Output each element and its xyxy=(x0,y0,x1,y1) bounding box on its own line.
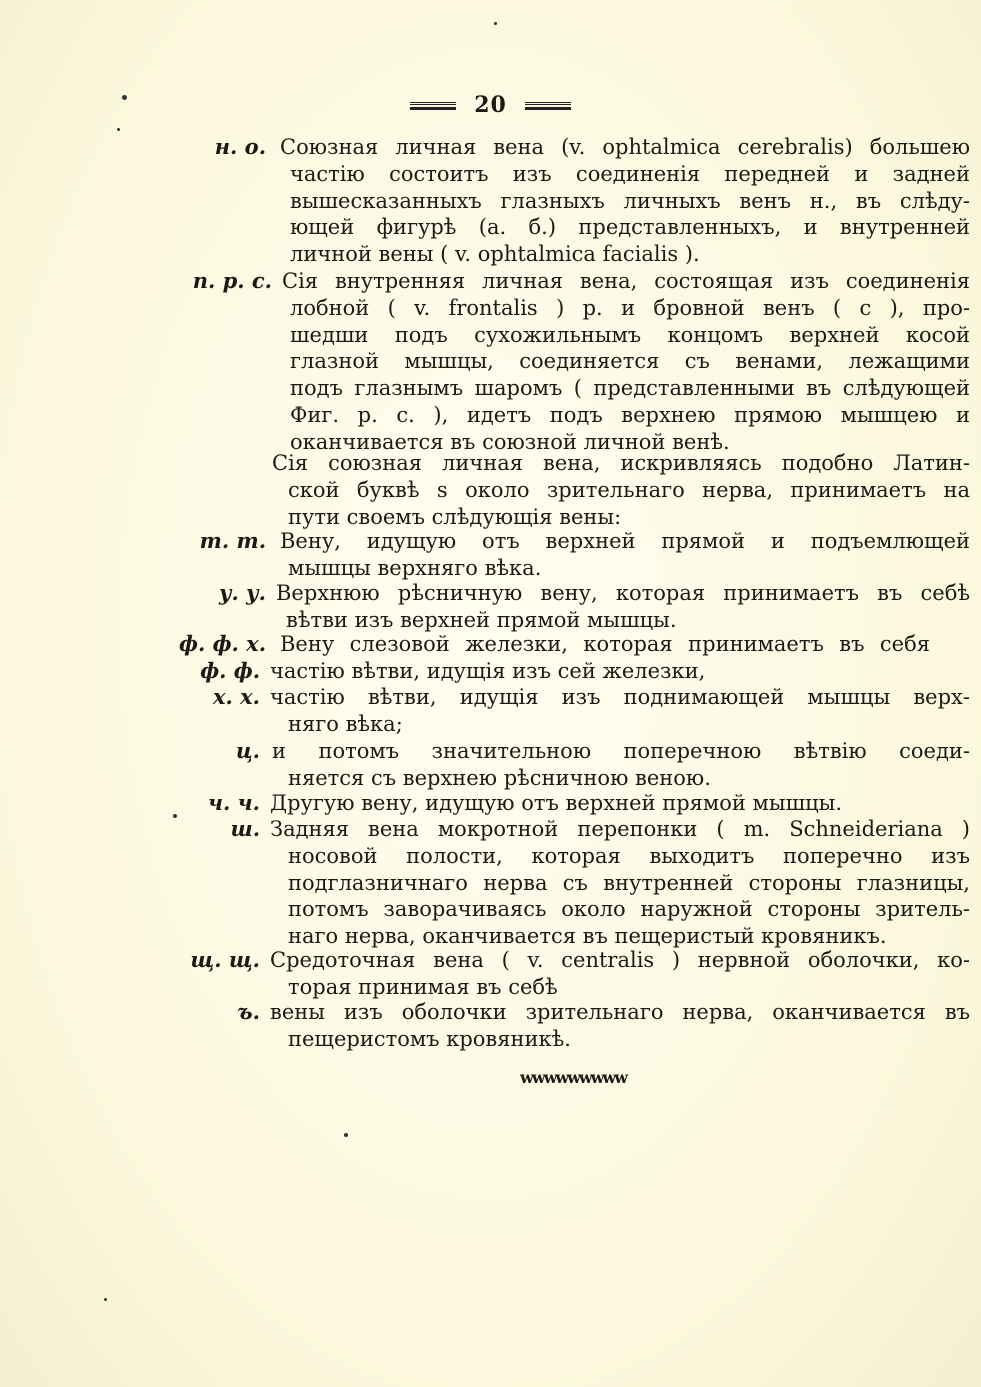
entry-text xyxy=(282,268,970,456)
entry-text xyxy=(270,947,970,1001)
entry-text xyxy=(270,658,870,685)
entry-text xyxy=(280,528,970,582)
entry-text xyxy=(270,816,970,950)
text-line: Сія внутренняя личная вена, состоящая изъ соединенія xyxy=(282,269,970,293)
entry-label: ц. xyxy=(235,738,260,763)
text-line: Средоточная вена ( v. centralis ) нервной оболочки, ко- xyxy=(270,948,970,972)
text-line: няется съ верхнею рѣсничною веною. xyxy=(288,765,711,790)
entry-label: ф. ф. х. xyxy=(179,631,266,656)
entry-text xyxy=(280,134,970,268)
text-line: торая принимая въ себѣ xyxy=(288,974,558,999)
entry-label: ф. ф. xyxy=(200,658,260,683)
scan-speck xyxy=(344,1133,348,1137)
page-number: 20 xyxy=(474,92,507,118)
text-line: подъ глазнымъ шаромъ ( представленными въ слѣдующей xyxy=(290,376,970,401)
closing-ornament: wwwwwwwww xyxy=(520,1068,626,1087)
text-line: пути своемъ слѣдующія вены: xyxy=(288,504,622,529)
scan-speck xyxy=(122,95,127,100)
text-line: вены изъ оболочки зрительнаго нерва, оканчивается въ xyxy=(270,1000,970,1024)
text-line: личной вены ( v. ophtalmica facialis ). xyxy=(290,242,700,267)
scan-speck xyxy=(104,1298,107,1301)
text-line: носовой полости, которая выходитъ поперечно изъ xyxy=(288,843,970,868)
text-line: частію состоитъ изъ соединенія передней и задней xyxy=(290,161,970,186)
entry-text xyxy=(272,738,970,792)
entry-label: х. х. xyxy=(213,684,260,709)
text-line: мышцы верхняго вѣка. xyxy=(288,555,542,580)
text-line: вышесказанныхъ глазныхъ личныхъ венъ н., въ слѣду- xyxy=(290,188,970,213)
entry-text xyxy=(276,580,970,634)
text-line: Фиг. р. с. ), идетъ подъ верхнею прямою мышцею и xyxy=(290,402,970,427)
text-line: Союзная личная вена (v. ophtalmica cerebralis) большею xyxy=(280,135,970,159)
entry-label: ч. ч. xyxy=(208,790,260,815)
right-ornament-bar xyxy=(525,102,571,110)
text-line: Другую вену, идущую отъ верхней прямой мышцы. xyxy=(270,791,842,815)
entry-label: п. р. с. xyxy=(192,268,272,293)
text-line: шедши подъ сухожильнымъ концомъ верхней косой xyxy=(290,322,970,347)
entry-text xyxy=(280,631,930,658)
scan-speck xyxy=(117,128,120,131)
entry-label: ъ. xyxy=(237,999,260,1024)
text-line: частію вѣтви, идущія изъ поднимающей мышцы верх- xyxy=(270,685,970,709)
text-line: лобной ( v. frontalis ) р. и бровной венъ ( с ), про- xyxy=(290,295,970,320)
text-line: ской буквѣ s около зрительнаго нерва, принимаетъ на xyxy=(288,477,970,502)
text-line: и потомъ значительною поперечною вѣтвію соеди- xyxy=(272,739,970,763)
text-line: частію вѣтви, идущія изъ сей железки, xyxy=(270,659,706,683)
text-line: Вену, идущую отъ верхней прямой и подъемлющей xyxy=(280,529,970,553)
entry-text xyxy=(270,999,970,1053)
entry-text xyxy=(270,684,970,738)
text-line: глазной мышцы, соединяется съ венами, лежащими xyxy=(290,349,970,374)
entry-text xyxy=(272,450,970,530)
text-line: оканчивается въ союзной личной венѣ. xyxy=(290,429,730,454)
entry-label: щ. щ. xyxy=(190,947,260,972)
text-line: потомъ заворачиваясь около наружной стороны зритель- xyxy=(288,897,970,922)
page-header xyxy=(0,92,981,118)
text-line: пещеристомъ кровяникѣ. xyxy=(288,1026,571,1051)
scan-speck xyxy=(494,22,497,25)
text-line: Вену слезовой железки, которая принимаетъ въ себя xyxy=(280,632,930,656)
entry-label: т. т. xyxy=(199,528,266,553)
text-line: Верхнюю рѣсничную вену, которая принимаетъ въ себѣ xyxy=(276,581,970,605)
text-line: вѣтви изъ верхней прямой мышцы. xyxy=(286,607,677,632)
entry-label: н. о. xyxy=(214,134,266,159)
entry-label: у. у. xyxy=(218,580,266,605)
scan-speck xyxy=(173,814,177,818)
text-line: наго нерва, оканчивается въ пещеристый кровяникъ. xyxy=(288,924,887,949)
text-line: Сія союзная личная вена, искривляясь подобно Латин- xyxy=(272,451,970,475)
text-line: няго вѣка; xyxy=(288,711,403,736)
text-line: Задняя вена мокротной перепонки ( m. Schneideriana ) xyxy=(270,817,970,841)
left-ornament-bar xyxy=(410,102,456,110)
text-line: ющей фигурѣ (а. б.) представленныхъ, и внутренней xyxy=(290,215,970,240)
entry-label: ш. xyxy=(230,816,260,841)
entry-text xyxy=(270,790,920,817)
text-line: подглазничнаго нерва съ внутренней стороны глазницы, xyxy=(288,870,970,895)
